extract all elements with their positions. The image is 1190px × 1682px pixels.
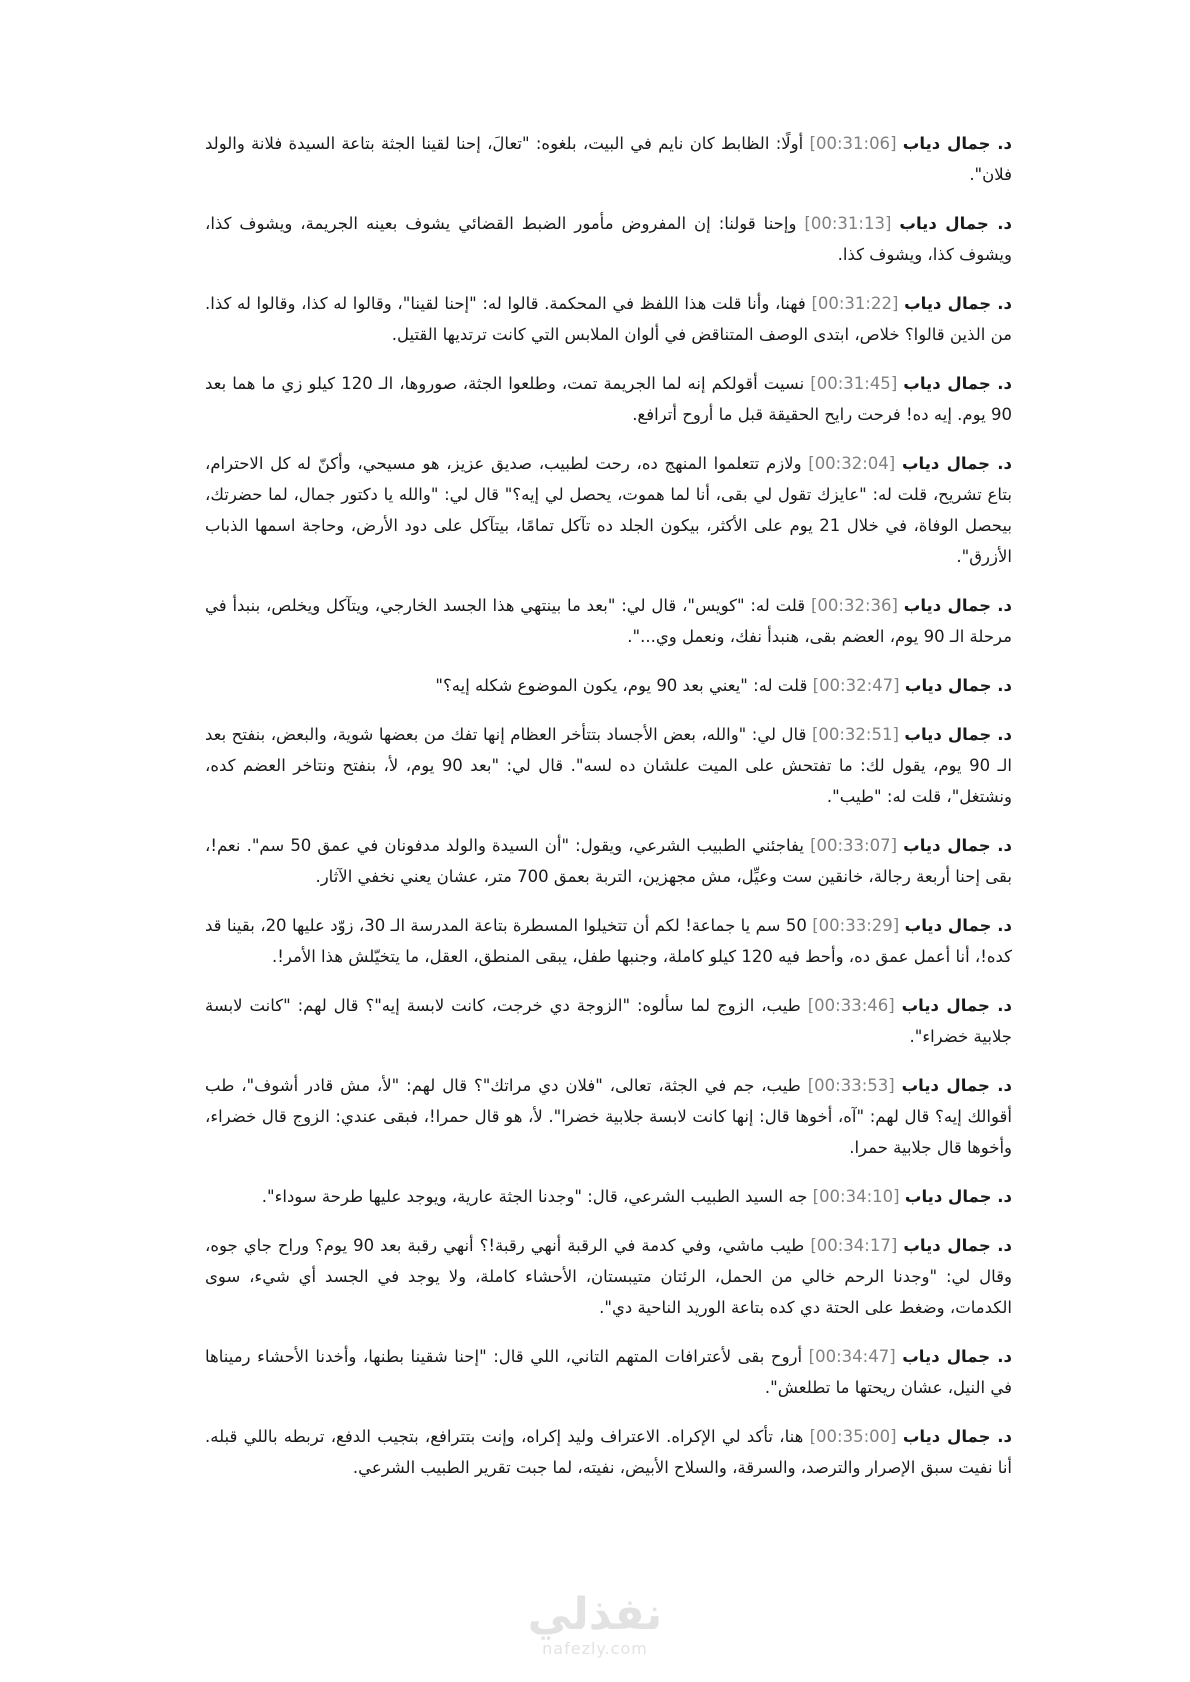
timestamp: [00:35:00] (809, 1427, 897, 1446)
entry-text: قلت له: "يعني بعد 90 يوم، يكون الموضوع شكله إيه؟" (435, 676, 808, 695)
timestamp: [00:34:47] (808, 1347, 896, 1366)
transcript-entry (205, 1421, 1012, 1483)
entry-text: هنا، تأكد لي الإكراه. الاعتراف وليد إكراه، وإنت بتترافع، بتجيب الدفع، تربطه باللي قبله. أنا نفيت سبق الإصرار والترصد، والسرقة، والسلاح الأبيض، نفيته، لما جبت تقرير الطبيب الشرعي. (205, 1427, 1012, 1477)
entry-text: طيب ماشي، وفي كدمة في الرقبة أنهي رقبة!؟ أنهي رقبة بعد 90 يوم؟ وراح جاي جوه، وقال لي: "وجدنا الرحم خالي من الحمل، الرئتان متيبستان، الأحشاء كاملة، ولا يوجد في الجسد أي شيء، سوى الكدمات، وضغط على الحتة دي كده بتاعة الوريد الناحية دي". (205, 1236, 1012, 1317)
entry-text: أولًا: الظابط كان نايم في البيت، بلغوه: "تعالَ، إحنا لقينا الجثة بتاعة السيدة فلانة والولد فلان". (205, 134, 1012, 184)
transcript-entry (205, 670, 1012, 701)
timestamp: [00:32:47] (812, 676, 900, 695)
speaker-name: د. جمال دياب (903, 1236, 1012, 1255)
speaker-name: د. جمال دياب (901, 996, 1012, 1015)
watermark-logo (0, 1590, 1190, 1658)
transcript-entry (205, 448, 1012, 572)
transcript-entry (205, 288, 1012, 350)
transcript-entry (205, 1230, 1012, 1323)
timestamp: [00:34:10] (812, 1187, 900, 1206)
watermark-arabic: نفذلي (527, 1589, 663, 1640)
entry-text: جه السيد الطبيب الشرعي، قال: "وجدنا الجثة عارية، ويوجد عليها طرحة سوداء". (261, 1187, 808, 1206)
transcript-entry (205, 208, 1012, 270)
speaker-name: د. جمال دياب (902, 1427, 1012, 1446)
timestamp: [00:33:29] (812, 916, 900, 935)
entry-text: وإحنا قولنا: إن المفروض مأمور الضبط القضائي يشوف بعينه الجريمة، ويشوف كذا، ويشوف كذا، ويشوف كذا. (205, 214, 1012, 264)
speaker-name: د. جمال دياب (901, 454, 1012, 473)
timestamp: [00:31:13] (804, 214, 892, 233)
timestamp: [00:32:51] (811, 725, 899, 744)
transcript-entry (205, 1070, 1012, 1163)
transcript-entry (205, 990, 1012, 1052)
entry-text: نسيت أقولكم إنه لما الجريمة تمت، وطلعوا الجثة، صوروها، الـ 120 كيلو زي ما هما بعد 90 يوم. إيه ده! فرحت رايح الحقيقة قبل ما أروح أترافع. (205, 374, 1012, 424)
timestamp: [00:32:36] (810, 596, 898, 615)
speaker-name: د. جمال دياب (904, 1187, 1012, 1206)
speaker-name: د. جمال دياب (902, 1347, 1012, 1366)
speaker-name: د. جمال دياب (903, 596, 1013, 615)
entry-text: قال لي: "والله، بعض الأجساد بتتأخر العظام إنها تفك من بعضها شوية، والبعض، بنفتح بعد الـ 90 يوم، يقول لك: ما تفتحش على الميت علشان ده لسه". قال لي: "بعد 90 يوم، لأ، بنفتح ونتاخر العضم كده، ونشتغل"، قلت له: "طيب". (205, 725, 1012, 806)
speaker-name: د. جمال دياب (904, 916, 1013, 935)
speaker-name: د. جمال دياب (903, 374, 1012, 393)
timestamp: [00:33:53] (807, 1076, 895, 1095)
speaker-name: د. جمال دياب (899, 214, 1012, 233)
entry-text: ولازم تتعلموا المنهج ده، رحت لطبيب، صديق عزيز، هو مسيحي، وأكنّ له كل الاحترام، بتاع تشريح، قلت له: "عايزك تقول لي بقى، أنا لما هموت، يحصل لي إيه؟" قال لي: "والله يا دكتور جمال، لما حضرتك، بيحصل الوفاة، في خلال 21 يوم على الأكثر، بيكون الجلد ده تآكل تمامًا، بيتآكل على دود الأرض، وحاجة اسمها الذباب الأزرق". (205, 454, 1013, 566)
speaker-name: د. جمال دياب (904, 725, 1012, 744)
entry-text: طيب، جم في الجثة، تعالى، "فلان دي مراتك"؟ قال لهم: "لأ، مش قادر أشوف"، طب أقوالك إيه؟ قال لهم: "آه، أخوها قال: إنها كانت لابسة جلابية خضرا". لأ، هو قال حمرا!، فبقى عندي: الزوج قال خضراء، وأخوها قال جلابية حمرا. (205, 1076, 1012, 1157)
transcript-entry (205, 830, 1012, 892)
transcript-entry (205, 128, 1012, 190)
transcript-entry (205, 368, 1012, 430)
transcript (205, 128, 1012, 1501)
transcript-entry (205, 590, 1012, 652)
timestamp: [00:32:04] (808, 454, 896, 473)
entry-text: طيب، الزوج لما سألوه: "الزوجة دي خرجت، كانت لابسة إيه"؟ قال لهم: "كانت لابسة جلابية خضراء". (205, 996, 1012, 1046)
timestamp: [00:33:07] (810, 836, 898, 855)
entry-text: يفاجئني الطبيب الشرعي، ويقول: "أن السيدة والولد مدفونان في عمق 50 سم". نعم!، بقى إحنا أربعة رجالة، خانقين ست وعيِّل، مش مجهزين، التربة بعمق 700 متر، عشان يعني نخفي الآثار. (205, 836, 1012, 886)
transcript-entry (205, 1181, 1012, 1212)
speaker-name: د. جمال دياب (904, 676, 1012, 695)
speaker-name: د. جمال دياب (902, 134, 1013, 153)
timestamp: [00:31:22] (811, 294, 899, 313)
timestamp: [00:31:06] (809, 134, 897, 153)
entry-text: أروح بقى لأعترافات المتهم التاني، اللي قال: "إحنا شقينا بطنها، وأخدنا الأحشاء رميناها في النيل، عشان ريحتها ما تطلعش". (205, 1347, 1012, 1397)
watermark-url: nafezly.com (542, 1639, 648, 1658)
timestamp: [00:31:45] (810, 374, 898, 393)
entry-text: قلت له: "كويس"، قال لي: "بعد ما بينتهي هذا الجسد الخارجي، ويتآكل ويخلص، بنبدأ في مرحلة الـ 90 يوم، العضم بقى، هنبدأ نفك، ونعمل وي...". (205, 596, 1012, 646)
transcript-entry (205, 910, 1012, 972)
timestamp: [00:33:46] (807, 996, 895, 1015)
speaker-name: د. جمال دياب (901, 1076, 1012, 1095)
speaker-name: د. جمال دياب (904, 294, 1013, 313)
timestamp: [00:34:17] (810, 1236, 898, 1255)
transcript-entry (205, 719, 1012, 812)
entry-text: فهنا، وأنا قلت هذا اللفظ في المحكمة. قالوا له: "إحنا لقينا"، وقالوا له كذا، وقالوا له كذا. من الذين قالوا؟ خلاص، ابتدى الوصف المتناقض في ألوان الملابس التي كانت ترتديها القتيل. (205, 294, 1012, 344)
transcript-entry (205, 1341, 1012, 1403)
speaker-name: د. جمال دياب (903, 836, 1012, 855)
entry-text: 50 سم يا جماعة! لكم أن تتخيلوا المسطرة بتاعة المدرسة الـ 30، زوّد عليها 20، بقينا قد كده!، أنا أعمل عمق ده، وأحط فيه 120 كيلو كاملة، وجنبها طفل، يبقى المنطق، العقل، ما يتخيّلش هذا الأمر!. (205, 916, 1012, 966)
